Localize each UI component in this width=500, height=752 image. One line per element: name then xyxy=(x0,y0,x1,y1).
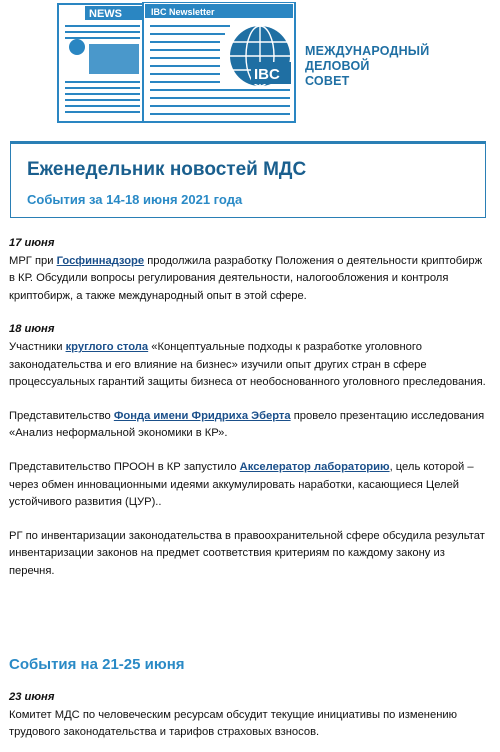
newspaper-illustration xyxy=(55,2,300,124)
news-item xyxy=(9,459,491,512)
news-content xyxy=(9,235,491,597)
news-text-pre: Представительство ПРООН в КР запустило xyxy=(9,460,240,473)
ebert-foundation-link[interactable]: Фонда имени Фридриха Эберта xyxy=(113,409,291,422)
brand-line-3: СОВЕТ xyxy=(305,74,350,88)
page-subtitle: События за 14-18 июня 2021 года xyxy=(27,192,243,207)
header-logo-area xyxy=(0,0,500,130)
upcoming-content xyxy=(9,689,491,742)
accelerator-lab-link[interactable]: Акселератор лабораторию xyxy=(239,460,390,473)
brand-line-2: ДЕЛОВОЙ xyxy=(305,59,370,73)
title-box xyxy=(10,141,486,218)
news-text: РГ по инвентаризации законодательства в правоохранительной сфере обсудила результат инвентаризации законов на предмет соответствия критериям по каждому закону из перечня. xyxy=(9,529,485,577)
news-item xyxy=(9,321,491,391)
brand-line-1: МЕЖДУНАРОДНЫЙ xyxy=(305,44,430,58)
news-date: 18 июня xyxy=(9,323,55,336)
news-date: 17 июня xyxy=(9,237,55,249)
news-item xyxy=(9,235,491,305)
news-text: Комитет МДС по человеческим ресурсам обсудит текущие инициативы по изменению трудового законодательства и тарифов страховых взносов. xyxy=(9,708,458,739)
news-text-post: , цель которой – через обмен инновационными идеями аккумулировать наработки, касающиеся Целей устойчивого развития (ЦУР).. xyxy=(9,460,474,509)
small-globe-icon xyxy=(69,39,85,55)
news-text-pre: МРГ при xyxy=(9,254,57,267)
news-text xyxy=(9,459,491,512)
upcoming-section-title: События на 21-25 июня xyxy=(9,656,185,673)
news-text xyxy=(9,408,491,443)
brand-name xyxy=(305,44,429,89)
news-text xyxy=(9,339,491,392)
news-text-post: продолжила разработку Положения о деятельности криптобирж в КР. Обсудили вопросы регулирования деятельности, налогообложения и контроля криптобирж, а также международный опыт в этой сфере. xyxy=(9,254,483,302)
news-text-post: «Концептуальные подходы к разработке уголовного законодательства и его влияние на бизнес» изучили опыт других стран в сфере процессуальных гарантий защиты бизнеса от необоснованного уголовного преследования. xyxy=(9,340,486,389)
news-item xyxy=(9,408,491,443)
news-label: NEWS xyxy=(89,8,122,20)
news-text-pre: Представительство xyxy=(9,409,114,422)
news-date: 23 июня xyxy=(9,691,55,703)
news-item xyxy=(9,528,491,581)
round-table-link[interactable]: круглого стола xyxy=(65,340,149,353)
news-text-post: провело презентацию исследования «Анализ неформальной экономики в КР». xyxy=(9,409,485,440)
news-text xyxy=(9,253,491,306)
news-text-pre: Участники xyxy=(9,340,66,353)
newsletter-label: IBC Newsletter xyxy=(151,7,215,17)
gosfinnadzor-link[interactable]: Госфиннадзоре xyxy=(56,254,145,267)
page-title: Еженедельник новостей МДС xyxy=(27,159,307,180)
ibc-globe-label: IBC xyxy=(254,66,280,83)
